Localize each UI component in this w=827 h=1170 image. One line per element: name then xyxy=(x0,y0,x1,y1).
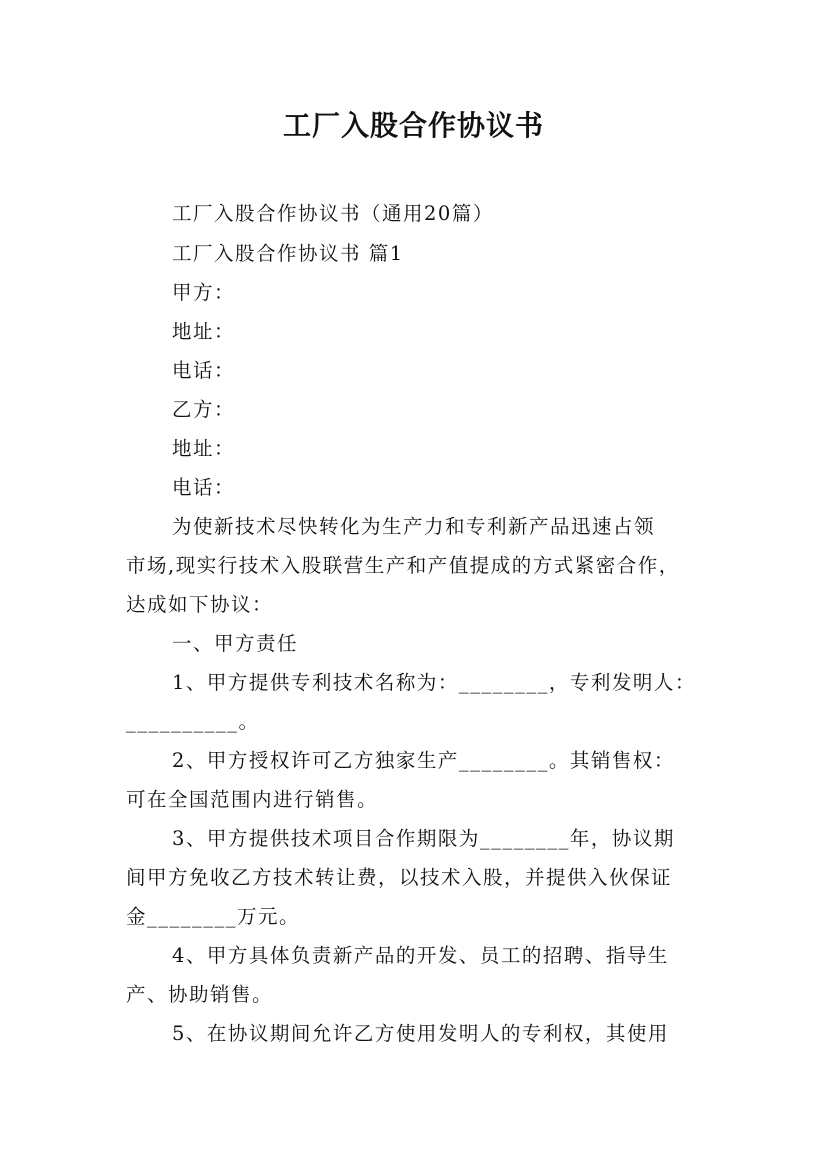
clause-3-line: 金________万元。 xyxy=(126,905,301,928)
clause-5-line: 5、在协议期间允许乙方使用发明人的专利权，其使用 xyxy=(172,1022,669,1045)
clause-1-line: __________。 xyxy=(126,710,260,733)
party-a-label: 甲方： xyxy=(172,281,236,304)
section-heading: 工厂入股合作协议书 篇1 xyxy=(172,242,404,265)
subtitle-line: 工厂入股合作协议书（通用20篇） xyxy=(172,202,494,225)
clause-heading: 一、甲方责任 xyxy=(172,632,299,655)
party-a-address: 地址： xyxy=(172,320,236,343)
party-a-phone: 电话： xyxy=(172,359,236,382)
party-b-label: 乙方： xyxy=(172,398,236,421)
clause-4-line: 4、甲方具体负责新产品的开发、员工的招聘、指导生 xyxy=(172,944,669,967)
clause-3-line: 间甲方免收乙方技术转让费，以技术入股，并提供入伙保证 xyxy=(126,866,673,889)
clause-4-line: 产、协助销售。 xyxy=(126,983,274,1006)
clause-3-line: 3、甲方提供技术项目合作期限为________年，协议期 xyxy=(172,827,675,850)
party-b-address: 地址： xyxy=(172,437,236,460)
intro-paragraph-line: 为使新技术尽快转化为生产力和专利新产品迅速占领 xyxy=(172,515,656,538)
clause-1-line: 1、甲方提供专利技术名称为：________，专利发明人： xyxy=(172,671,696,694)
document-title: 工厂入股合作协议书 xyxy=(282,109,544,142)
intro-paragraph-line: 市场,现实行技术入股联营生产和产值提成的方式紧密合作， xyxy=(126,554,680,577)
clause-2-line: 可在全国范围内进行销售。 xyxy=(126,788,379,811)
party-b-phone: 电话： xyxy=(172,476,236,499)
clause-2-line: 2、甲方授权许可乙方独家生产________。其销售权： xyxy=(172,749,675,772)
intro-paragraph-line: 达成如下协议： xyxy=(126,593,274,616)
